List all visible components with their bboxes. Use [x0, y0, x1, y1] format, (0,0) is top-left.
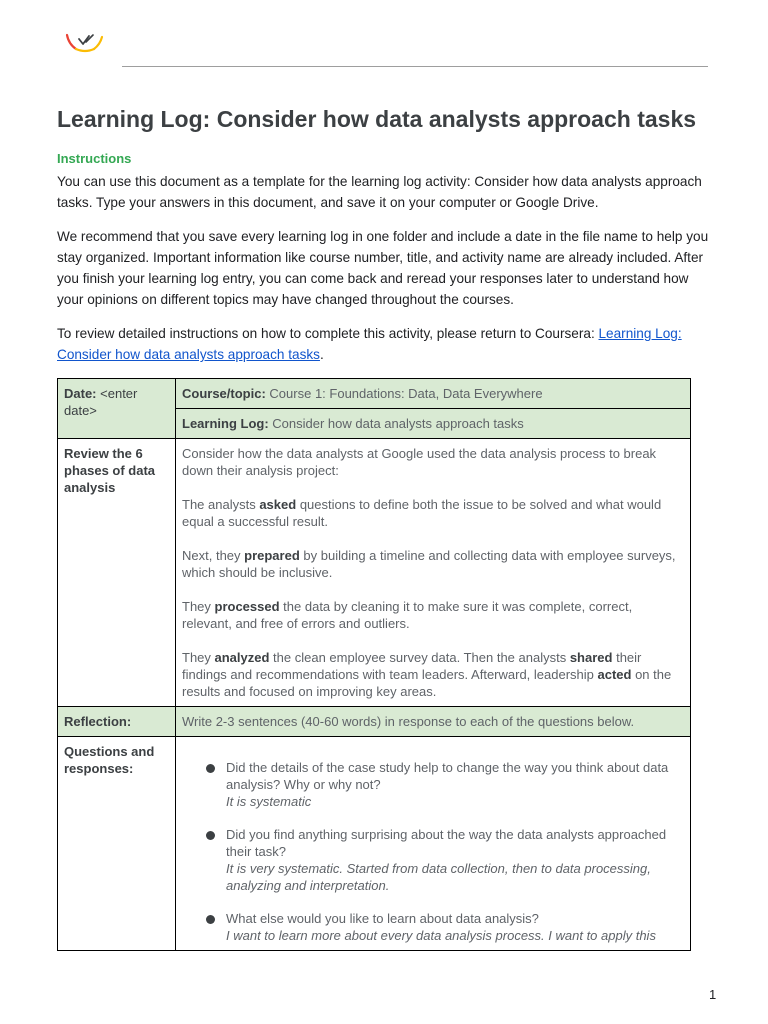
- instructions-paragraph-2: We recommend that you save every learning log in one folder and include a date in the file name to help you stay organized. Important information like course number, title, and activity name are already included. After you finish your learning log entry, you can come back and reread your responses later to understand how your opinions on different topics may have changed throughout the courses.: [57, 229, 709, 307]
- course-cell: [176, 379, 691, 409]
- google-career-certificates-logo: [62, 27, 118, 57]
- header-divider: [122, 66, 708, 67]
- reflection-value-cell: [176, 707, 691, 737]
- question-text: What else would you like to learn about data analysis?: [226, 911, 539, 926]
- coursera-activity-link[interactable]: Learning Log: Consider how data analysts approach tasks: [57, 326, 682, 362]
- instructions-heading: Instructions: [57, 151, 132, 166]
- questions-label-cell: [58, 737, 176, 951]
- paragraph-period: .: [319, 347, 324, 362]
- date-label: Date:: [64, 386, 97, 401]
- answer-text[interactable]: I want to learn more about every data analysis process. I want to apply this: [226, 928, 656, 943]
- answer-text[interactable]: It is systematic: [226, 794, 312, 809]
- course-label: Course/topic:: [182, 386, 266, 401]
- learning-log-cell: [176, 409, 691, 439]
- date-value: <enter date>: [64, 386, 138, 418]
- question-text: Did the details of the case study help to change the way you think about data analysis? Why or why not?: [226, 760, 669, 792]
- answer-text[interactable]: It is very systematic. Started from data collection, then to data processing, analyzing and interpretation.: [226, 861, 651, 893]
- instructions-paragraph-3: [57, 323, 717, 365]
- review-label: Review the 6 phases of data analysis: [64, 446, 156, 495]
- coursera-prompt-text: To review detailed instructions on how to complete this activity, please return to Coursera:: [57, 326, 599, 341]
- phase-prepare: Next, they prepared by building a timeline and collecting data with employee surveys, which should be inclusive.: [182, 548, 676, 580]
- question-item: [226, 759, 684, 810]
- date-cell[interactable]: [58, 379, 176, 439]
- page-title: Learning Log: Consider how data analysts approach tasks: [57, 106, 697, 132]
- question-item: [226, 826, 684, 894]
- page-number: 1: [709, 987, 717, 1002]
- review-label-cell: [58, 439, 176, 707]
- instructions-paragraph-1: You can use this document as a template for the learning log activity: Consider how data analysts approach tasks. Type your answers in this document, and save it on your computer or Google Drive.: [57, 174, 702, 210]
- learning-log-label: Learning Log:: [182, 416, 269, 431]
- question-text: Did you find anything surprising about the way the data analysts approached their task?: [226, 827, 667, 859]
- question-item: [226, 910, 684, 944]
- questions-label: Questions and responses:: [64, 744, 155, 776]
- reflection-value: Write 2-3 sentences (40-60 words) in response to each of the questions below.: [182, 714, 635, 729]
- review-content-cell: [176, 439, 691, 707]
- reflection-label-cell: [58, 707, 176, 737]
- phase-process: They processed the data by cleaning it to make sure it was complete, correct, relevant, and free of errors and outliers.: [182, 599, 633, 631]
- questions-content-cell: [176, 737, 691, 951]
- phase-analyze-share-act: They analyzed the clean employee survey data. Then the analysts shared their findings and recommendations with team leaders. Afterward, leadership acted on the results and focused on improving key areas.: [182, 650, 672, 699]
- phase-ask: The analysts asked questions to define both the issue to be solved and what would equal a successful result.: [182, 497, 662, 529]
- learning-log-table: [57, 378, 691, 951]
- questions-list: [182, 759, 684, 944]
- review-intro: Consider how the data analysts at Google used the data analysis process to break down their analysis project:: [182, 446, 657, 478]
- course-value: Course 1: Foundations: Data, Data Everywhere: [269, 386, 543, 401]
- learning-log-value: Consider how data analysts approach tasks: [272, 416, 524, 431]
- reflection-label: Reflection:: [64, 714, 132, 729]
